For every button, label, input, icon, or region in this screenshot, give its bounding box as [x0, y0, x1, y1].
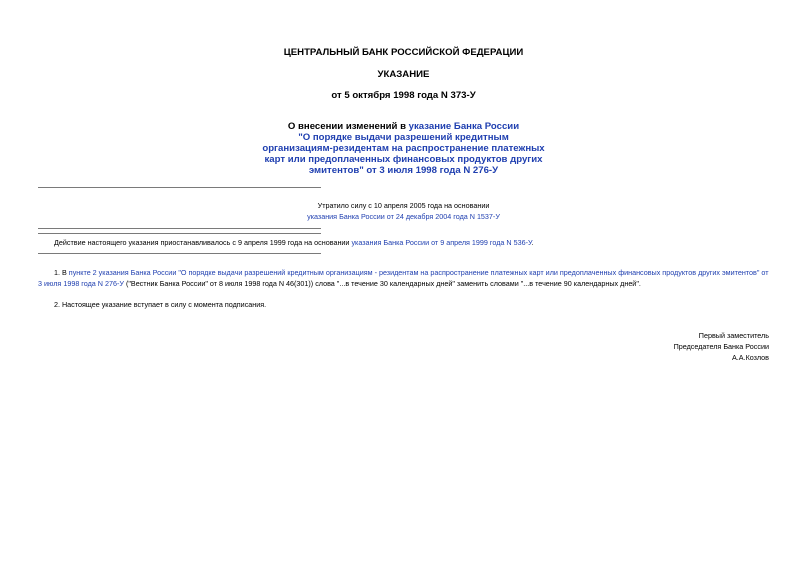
- paragraph-2: 2. Настоящее указание вступает в силу с момента подписания.: [54, 300, 267, 309]
- suspended-reference-link[interactable]: указания Банка России от 9 апреля 1999 года N 536-У: [351, 238, 532, 247]
- title-prefix: О внесении изменений в: [287, 121, 409, 132]
- lapsed-reference-link[interactable]: указания Банка России от 24 декабря 2004 года N 1537-У: [307, 212, 500, 221]
- divider-line: [38, 228, 321, 229]
- title-line-5[interactable]: эмитентов" от 3 июля 1998 года N 276-У: [308, 165, 499, 176]
- title-line-3[interactable]: организациям-резидентам на распространение платежных: [262, 143, 545, 154]
- signature-block: [674, 330, 769, 363]
- document-date-number: от 5 октября 1998 года N 373-У: [331, 90, 476, 101]
- document-title: [0, 121, 807, 176]
- title-line-4[interactable]: карт или предоплаченных финансовых продуктов других: [264, 154, 543, 165]
- signatory-position-line-1: Первый заместитель: [698, 331, 769, 340]
- paragraph-1-reference-link[interactable]: пункте 2 указания Банка России "О порядке выдачи разрешений кредитным организациям - резидентам на распространение платежных карт или предоплаченных финансовых продуктов других эмитентов" от 3 июля 1998 года N 276-У: [38, 268, 769, 288]
- paragraph-1-rest: ("Вестник Банка России" от 8 июля 1998 года N 46(301)) слова "...в течение 30 календарных дней" заменить словами "...в течение 90 календарных дней".: [123, 279, 641, 288]
- divider-line: [38, 187, 321, 188]
- divider-line: [38, 253, 321, 254]
- title-reference-link[interactable]: указание Банка России: [408, 121, 520, 132]
- signatory-name: А.А.Козлов: [732, 353, 769, 362]
- issuer-heading: ЦЕНТРАЛЬНЫЙ БАНК РОССИЙСКОЙ ФЕДЕРАЦИИ: [283, 47, 524, 58]
- suspended-note: [54, 237, 534, 248]
- lapsed-text: Утратило силу с 10 апреля 2005 года на основании: [317, 201, 490, 210]
- paragraph-1: [38, 267, 770, 289]
- suspended-text: Действие настоящего указания приостанавливалось с 9 апреля 1999 года на основании: [54, 238, 352, 247]
- document-type: УКАЗАНИЕ: [377, 69, 430, 80]
- suspended-end: .: [531, 238, 534, 247]
- title-line-2[interactable]: "О порядке выдачи разрешений кредитным: [298, 132, 509, 143]
- paragraph-1-start: 1. В: [54, 268, 69, 277]
- signatory-position-line-2: Председателя Банка России: [673, 342, 769, 351]
- title-line-1: [0, 121, 807, 132]
- divider-line: [38, 233, 321, 234]
- lapsed-note: [0, 200, 807, 222]
